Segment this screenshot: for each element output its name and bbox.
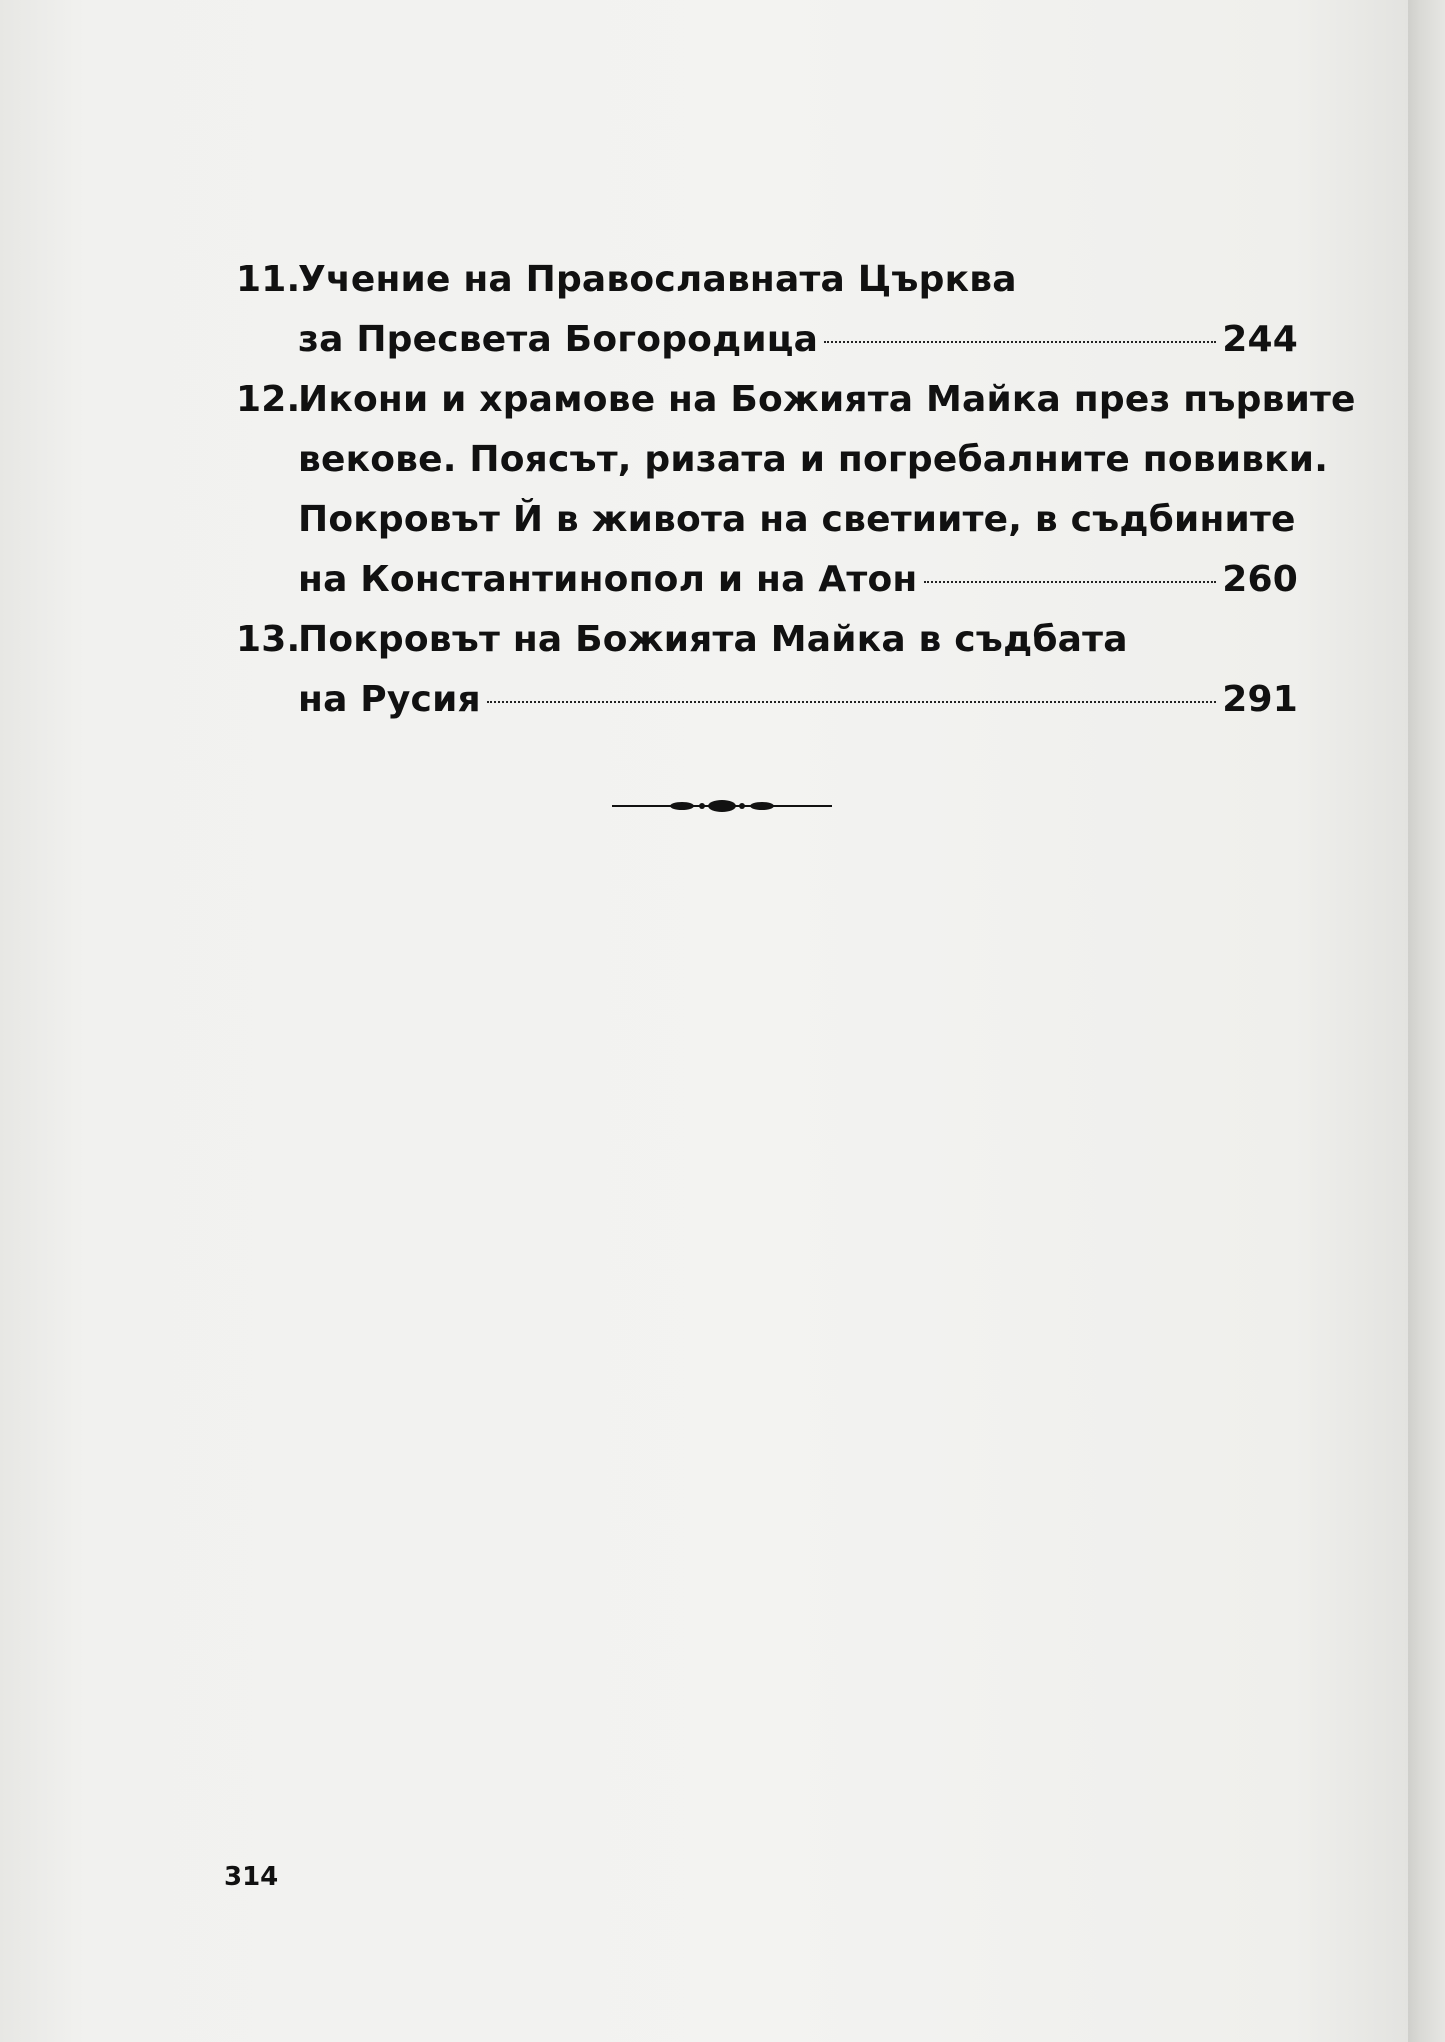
toc-entry-11-line-1 xyxy=(236,250,1298,310)
toc-entry-title: Покровът на Божията Майка в съдбата xyxy=(298,619,1128,660)
toc-entry-page: 244 xyxy=(1222,319,1298,360)
toc-entry-title: векове. Поясът, ризата и погребалните повивки. xyxy=(298,439,1329,480)
toc-entry-12-line-2 xyxy=(236,430,1329,490)
toc-entry-title: Учение на Православната Църква xyxy=(298,259,1017,300)
table-of-contents xyxy=(236,250,1356,730)
toc-entry-title-last-line: за Пресвета Богородица xyxy=(298,319,819,360)
toc-entry-12-line-3 xyxy=(236,490,1298,550)
ornament-divider-icon xyxy=(612,796,832,816)
toc-entry-page: 260 xyxy=(1222,559,1298,600)
toc-entry-13-line-2 xyxy=(236,670,1298,730)
toc-entry-number: 11. xyxy=(236,259,301,300)
toc-entry-12-line-1 xyxy=(236,370,1356,430)
toc-entry-13-line-1 xyxy=(236,610,1298,670)
toc-entry-title: Покровът Й в живота на светиите, в съдбините xyxy=(298,499,1296,540)
toc-entry-number: 13. xyxy=(236,619,301,660)
dot-leader xyxy=(824,341,1216,343)
toc-entry-11-line-2 xyxy=(236,310,1298,370)
toc-entry-title: Икони и храмове на Божията Майка през първите xyxy=(298,379,1356,420)
toc-entry-title-last-line: на Русия xyxy=(298,679,481,720)
book-page-edge xyxy=(1408,0,1445,2042)
page-number: 314 xyxy=(224,1862,279,1892)
toc-entry-page: 291 xyxy=(1222,679,1298,720)
toc-entry-12-line-4 xyxy=(236,550,1298,610)
toc-entry-number: 12. xyxy=(236,379,301,420)
dot-leader xyxy=(487,701,1216,703)
dot-leader xyxy=(924,581,1217,583)
toc-entry-title-last-line: на Константинопол и на Атон xyxy=(298,559,918,600)
